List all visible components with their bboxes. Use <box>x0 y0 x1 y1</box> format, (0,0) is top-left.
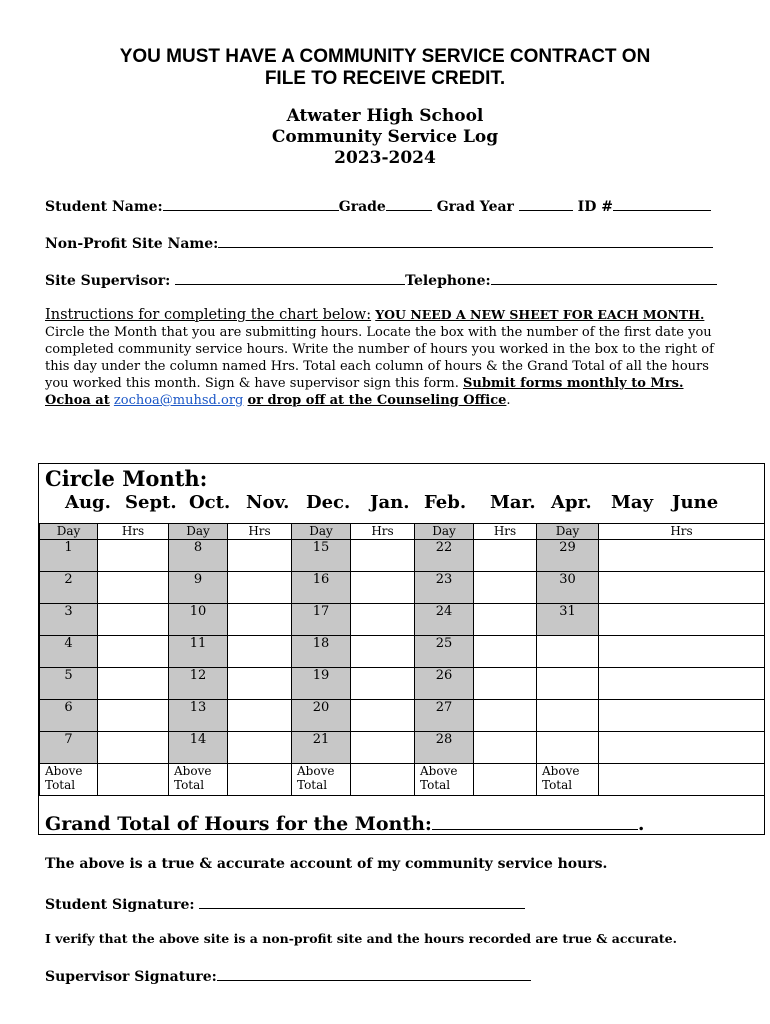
day-number: 6 <box>40 700 98 732</box>
above-label-line: Above <box>420 764 458 778</box>
student-signature-row <box>45 894 525 913</box>
id-field[interactable] <box>613 196 711 211</box>
day-header: Day <box>169 524 228 540</box>
day-number: 16 <box>292 572 351 604</box>
hours-cell[interactable] <box>98 540 169 572</box>
day-number: 19 <box>292 668 351 700</box>
email-link[interactable]: zochoa@muhsd.org <box>113 393 244 408</box>
banner-line-2: FILE TO RECEIVE CREDIT. <box>264 68 506 89</box>
accuracy-statement: The above is a true & accurate account of my community service hours. <box>45 856 608 872</box>
day-number: 25 <box>415 636 474 668</box>
hours-cell[interactable] <box>474 668 537 700</box>
hours-cell[interactable] <box>599 700 765 732</box>
site-name-row <box>45 233 713 252</box>
column-total-cell[interactable] <box>98 764 169 796</box>
day-number: 24 <box>415 604 474 636</box>
hours-cell[interactable] <box>474 636 537 668</box>
grade-label: Grade <box>338 199 386 215</box>
form-title: Community Service Log <box>271 127 499 147</box>
hours-cell[interactable] <box>474 604 537 636</box>
day-number: 11 <box>169 636 228 668</box>
id-label: ID # <box>577 199 613 215</box>
day-number: 12 <box>169 668 228 700</box>
hours-cell[interactable] <box>228 572 292 604</box>
month-jan[interactable]: Jan. <box>370 492 410 513</box>
supervisor-row <box>45 270 717 289</box>
hours-cell[interactable] <box>228 604 292 636</box>
day-number: 10 <box>169 604 228 636</box>
hrs-header: Hrs <box>599 524 765 540</box>
above-total-label <box>40 764 98 796</box>
empty-day-cell <box>537 668 599 700</box>
day-number: 27 <box>415 700 474 732</box>
day-header: Day <box>537 524 599 540</box>
verify-statement: I verify that the above site is a non-profit site and the hours recorded are true & accurate. <box>45 931 677 946</box>
hrs-header: Hrs <box>98 524 169 540</box>
supervisor-signature-field[interactable] <box>217 966 531 981</box>
table-row <box>40 668 765 700</box>
day-number: 14 <box>169 732 228 764</box>
day-number: 3 <box>40 604 98 636</box>
day-number: 23 <box>415 572 474 604</box>
month-selector <box>39 492 764 520</box>
hours-grid <box>39 523 765 796</box>
hours-cell[interactable] <box>599 572 765 604</box>
table-row <box>40 604 765 636</box>
hours-cell[interactable] <box>599 604 765 636</box>
telephone-field[interactable] <box>491 270 717 285</box>
hours-cell[interactable] <box>351 700 415 732</box>
grand-total-field[interactable] <box>432 810 638 830</box>
hrs-header: Hrs <box>228 524 292 540</box>
school-year: 2023-2024 <box>334 148 436 168</box>
hours-cell[interactable] <box>228 700 292 732</box>
month-nov[interactable]: Nov. <box>246 492 290 513</box>
hours-cell[interactable] <box>228 636 292 668</box>
day-number: 28 <box>415 732 474 764</box>
day-number: 22 <box>415 540 474 572</box>
grid-header-row <box>40 524 765 540</box>
supervisor-signature-label: Supervisor Signature: <box>45 969 217 985</box>
grade-field[interactable] <box>386 196 432 211</box>
day-number: 21 <box>292 732 351 764</box>
grad-year-label: Grad Year <box>436 199 514 215</box>
table-row <box>40 700 765 732</box>
hours-cell[interactable] <box>474 572 537 604</box>
total-label-line: Total <box>174 778 205 792</box>
month-aug[interactable]: Aug. <box>65 492 111 513</box>
day-number: 2 <box>40 572 98 604</box>
column-total-cell[interactable] <box>228 764 292 796</box>
above-label-line: Above <box>45 764 83 778</box>
hours-cell[interactable] <box>98 604 169 636</box>
above-total-label <box>292 764 351 796</box>
hours-cell[interactable] <box>98 732 169 764</box>
school-header <box>40 106 730 169</box>
above-label-line: Above <box>174 764 212 778</box>
hours-cell[interactable] <box>228 540 292 572</box>
hrs-header: Hrs <box>474 524 537 540</box>
month-dec[interactable]: Dec. <box>306 492 351 513</box>
day-number: 30 <box>537 572 599 604</box>
hours-cell[interactable] <box>98 572 169 604</box>
table-row <box>40 572 765 604</box>
student-info-row <box>45 196 711 215</box>
above-total-label <box>537 764 599 796</box>
day-number: 18 <box>292 636 351 668</box>
hours-cell[interactable] <box>599 668 765 700</box>
day-header: Day <box>292 524 351 540</box>
hours-cell[interactable] <box>228 732 292 764</box>
above-total-row <box>40 764 765 796</box>
hours-cell[interactable] <box>474 732 537 764</box>
day-number: 20 <box>292 700 351 732</box>
day-number: 29 <box>537 540 599 572</box>
month-may[interactable]: May <box>611 492 654 513</box>
supervisor-field[interactable] <box>175 270 405 285</box>
above-label-line: Above <box>297 764 335 778</box>
above-total-label <box>169 764 228 796</box>
grad-year-field[interactable] <box>519 196 573 211</box>
month-june[interactable]: June <box>672 492 719 513</box>
grand-total-label: Grand Total of Hours for the Month: <box>45 813 432 835</box>
school-name: Atwater High School <box>286 106 484 126</box>
student-name-label: Student Name: <box>45 199 163 215</box>
month-apr[interactable]: Apr. <box>551 492 592 513</box>
hours-cell[interactable] <box>98 668 169 700</box>
hrs-header: Hrs <box>351 524 415 540</box>
hours-cell[interactable] <box>599 636 765 668</box>
month-sept[interactable]: Sept. <box>125 492 177 513</box>
hours-cell[interactable] <box>599 540 765 572</box>
hours-cell[interactable] <box>98 700 169 732</box>
day-number: 13 <box>169 700 228 732</box>
table-row <box>40 540 765 572</box>
student-signature-label: Student Signature: <box>45 897 195 913</box>
day-number: 7 <box>40 732 98 764</box>
student-signature-field[interactable] <box>199 894 525 909</box>
total-label-line: Total <box>542 778 573 792</box>
total-label-line: Total <box>420 778 451 792</box>
month-feb[interactable]: Feb. <box>424 492 467 513</box>
site-name-field[interactable] <box>218 233 713 248</box>
supervisor-label: Site Supervisor: <box>45 273 171 289</box>
hours-cell[interactable] <box>351 668 415 700</box>
day-number: 9 <box>169 572 228 604</box>
instructions-period: . <box>506 393 511 408</box>
day-header: Day <box>415 524 474 540</box>
month-oct[interactable]: Oct. <box>189 492 231 513</box>
total-label-line: Total <box>45 778 76 792</box>
hours-cell[interactable] <box>351 636 415 668</box>
empty-day-cell <box>537 732 599 764</box>
hours-cell[interactable] <box>228 668 292 700</box>
instructions-heading: Instructions for completing the chart below: <box>45 307 372 323</box>
new-sheet-note: YOU NEED A NEW SHEET FOR EACH MONTH. <box>375 307 705 322</box>
month-mar[interactable]: Mar. <box>490 492 536 513</box>
above-total-label <box>415 764 474 796</box>
circle-month-title: Circle Month: <box>45 466 208 491</box>
telephone-label: Telephone: <box>405 273 491 289</box>
empty-day-cell <box>537 700 599 732</box>
above-label-line: Above <box>542 764 580 778</box>
hours-cell[interactable] <box>351 732 415 764</box>
day-number: 17 <box>292 604 351 636</box>
submit-prefix: Submit forms monthly to Mrs. Ochoa at <box>45 376 684 408</box>
total-label-line: Total <box>297 778 328 792</box>
instructions <box>45 306 715 409</box>
supervisor-signature-row <box>45 966 531 985</box>
day-number: 8 <box>169 540 228 572</box>
hours-cell[interactable] <box>474 540 537 572</box>
hours-log-box <box>38 463 765 835</box>
hours-cell[interactable] <box>599 732 765 764</box>
hours-cell[interactable] <box>98 636 169 668</box>
hours-cell[interactable] <box>351 540 415 572</box>
day-number: 26 <box>415 668 474 700</box>
column-total-cell[interactable] <box>599 764 765 796</box>
day-number: 4 <box>40 636 98 668</box>
day-number: 1 <box>40 540 98 572</box>
hours-cell[interactable] <box>351 604 415 636</box>
column-total-cell[interactable] <box>351 764 415 796</box>
instructions-body: Circle the Month that you are submitting hours. Locate the box with the number of the first date you completed community service hours. Write the number of hours you worked in the box to the right of this day under the column named Hrs. Total each column of hours & the Grand Total of all the hours you worked this month. Sign & have supervisor sign this form. <box>45 325 714 391</box>
hours-cell[interactable] <box>351 572 415 604</box>
student-name-field[interactable] <box>163 196 339 211</box>
table-row <box>40 732 765 764</box>
day-number: 31 <box>537 604 599 636</box>
column-total-cell[interactable] <box>474 764 537 796</box>
empty-day-cell <box>537 636 599 668</box>
site-name-label: Non-Profit Site Name: <box>45 236 219 252</box>
day-header: Day <box>40 524 98 540</box>
day-number: 15 <box>292 540 351 572</box>
day-number: 5 <box>40 668 98 700</box>
contract-banner <box>40 46 730 90</box>
grand-total-row: Grand Total of Hours for the Month: . <box>45 810 645 835</box>
banner-line-1: YOU MUST HAVE A COMMUNITY SERVICE CONTRACT ON <box>119 46 651 67</box>
submit-suffix: or drop off at the Counseling Office <box>247 393 507 408</box>
table-row <box>40 636 765 668</box>
hours-cell[interactable] <box>474 700 537 732</box>
